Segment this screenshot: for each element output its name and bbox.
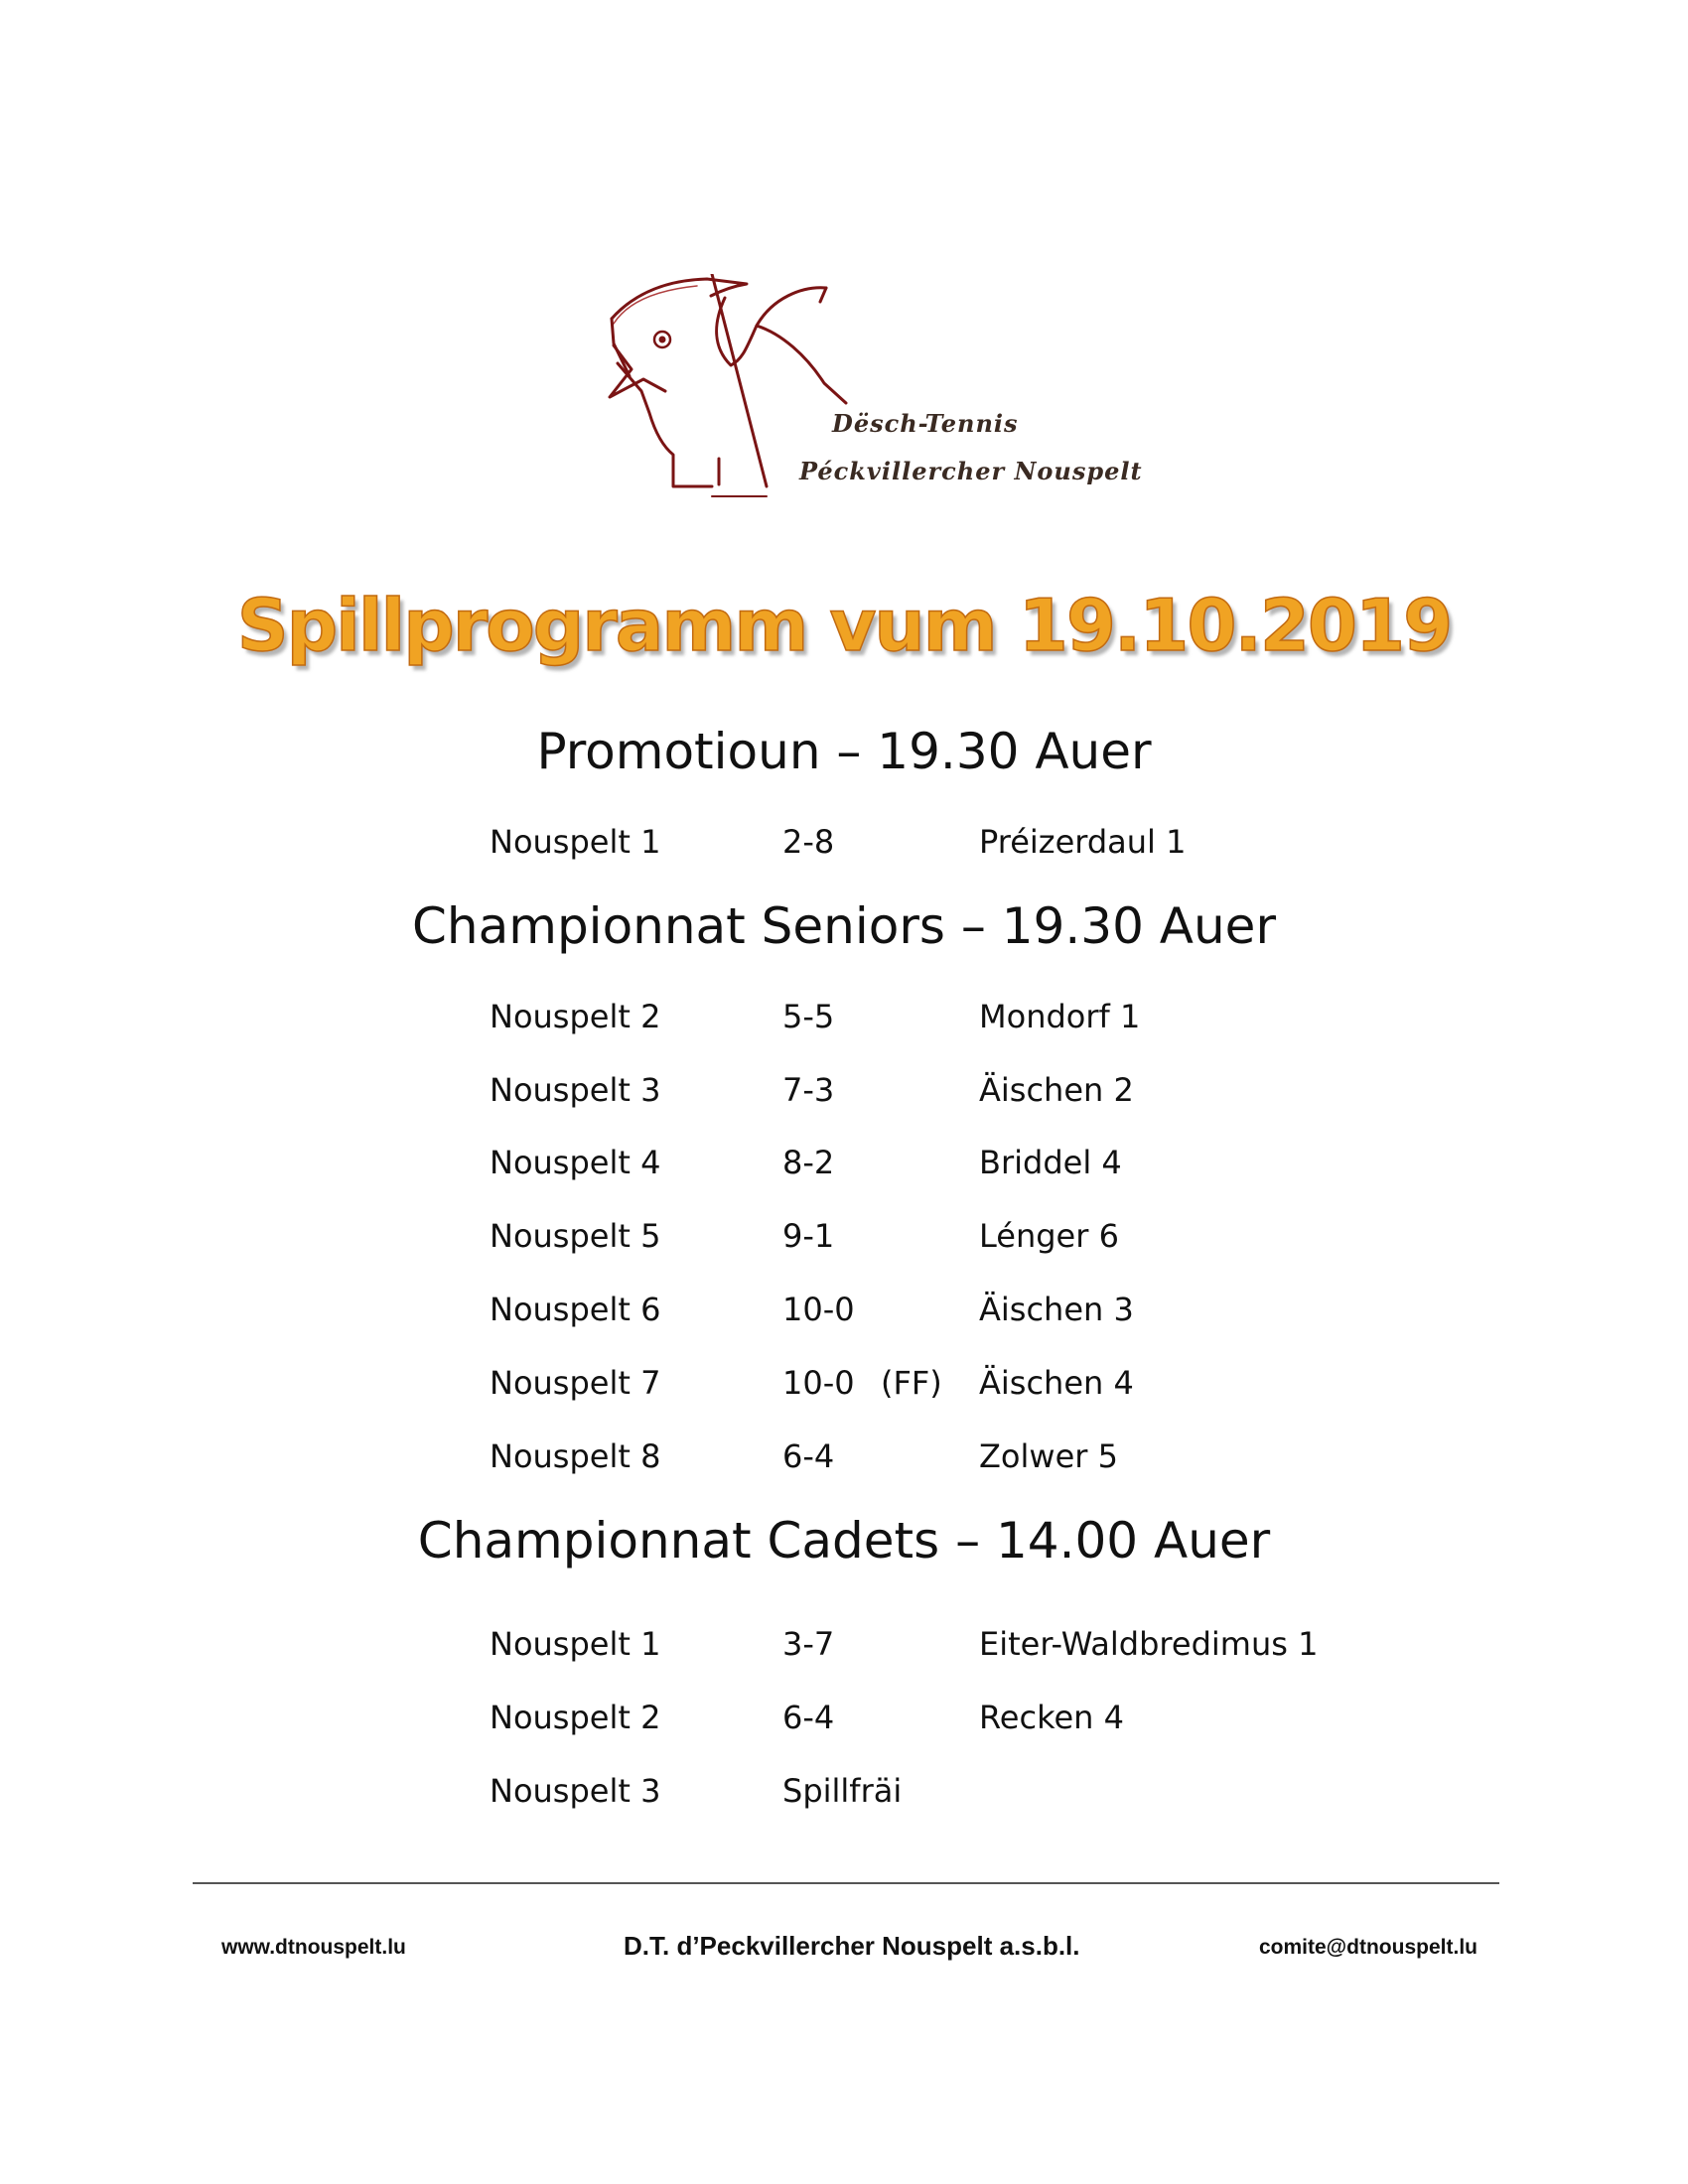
home-team: Nouspelt 8 <box>490 1437 661 1475</box>
match-row <box>0 998 1688 1047</box>
club-logo <box>608 274 1143 512</box>
home-team: Nouspelt 1 <box>490 1625 661 1663</box>
away-team: Recken 4 <box>979 1699 1124 1736</box>
home-team: Nouspelt 4 <box>490 1144 661 1181</box>
section-heading-seniors: Championnat Seniors – 19.30 Auer <box>412 897 1276 955</box>
footer-club-name: D.T. d’Peckvillercher Nouspelt a.s.b.l. <box>624 1931 1080 1961</box>
page-title: Spillprogramm vum 19.10.2019 <box>236 584 1452 667</box>
logo-line-2: Péckvillercher Nouspelt <box>799 457 1143 485</box>
section-heading-promotioun: Promotioun – 19.30 Auer <box>536 723 1152 780</box>
match-row <box>0 823 1688 873</box>
away-team: Eiter-Waldbredimus 1 <box>979 1625 1319 1663</box>
away-team: Briddel 4 <box>979 1144 1122 1181</box>
section-heading-cadets: Championnat Cadets – 14.00 Auer <box>417 1512 1271 1570</box>
score: 6-4 <box>782 1437 835 1475</box>
score: 6-4 <box>782 1699 835 1736</box>
match-row <box>0 1772 1688 1822</box>
home-team: Nouspelt 3 <box>490 1071 661 1109</box>
home-team: Nouspelt 5 <box>490 1217 661 1255</box>
away-team: Äischen 4 <box>979 1364 1134 1402</box>
forfeit-note: (FF) <box>881 1364 942 1402</box>
away-team: Äischen 3 <box>979 1291 1134 1328</box>
match-row <box>0 1625 1688 1675</box>
match-row <box>0 1144 1688 1193</box>
score: 5-5 <box>782 998 835 1035</box>
score: 3-7 <box>782 1625 835 1663</box>
away-team: Zolwer 5 <box>979 1437 1118 1475</box>
match-row <box>0 1217 1688 1267</box>
score: 2-8 <box>782 823 835 861</box>
away-team: Lénger 6 <box>979 1217 1119 1255</box>
logo-line-1: Dësch-Tennis <box>832 409 1019 438</box>
away-team: Mondorf 1 <box>979 998 1141 1035</box>
home-team: Nouspelt 7 <box>490 1364 661 1402</box>
match-row <box>0 1291 1688 1340</box>
match-row <box>0 1437 1688 1487</box>
home-team: Nouspelt 1 <box>490 823 661 861</box>
away-team: Äischen 2 <box>979 1071 1134 1109</box>
home-team: Nouspelt 3 <box>490 1772 661 1810</box>
match-row <box>0 1071 1688 1121</box>
footer-divider <box>193 1882 1499 1884</box>
home-team: Nouspelt 2 <box>490 1699 661 1736</box>
score: 7-3 <box>782 1071 835 1109</box>
bye-status: Spillfräi <box>782 1772 903 1810</box>
home-team: Nouspelt 6 <box>490 1291 661 1328</box>
match-row <box>0 1364 1688 1414</box>
match-row <box>0 1699 1688 1748</box>
away-team: Préizerdaul 1 <box>979 823 1187 861</box>
footer-email-link[interactable]: comite@dtnouspelt.lu <box>1259 1936 1477 1959</box>
score: 10-0 <box>782 1291 855 1328</box>
score: 8-2 <box>782 1144 835 1181</box>
footer-website-link[interactable]: www.dtnouspelt.lu <box>221 1936 406 1959</box>
home-team: Nouspelt 2 <box>490 998 661 1035</box>
score: 10-0 <box>782 1364 855 1402</box>
score: 9-1 <box>782 1217 835 1255</box>
